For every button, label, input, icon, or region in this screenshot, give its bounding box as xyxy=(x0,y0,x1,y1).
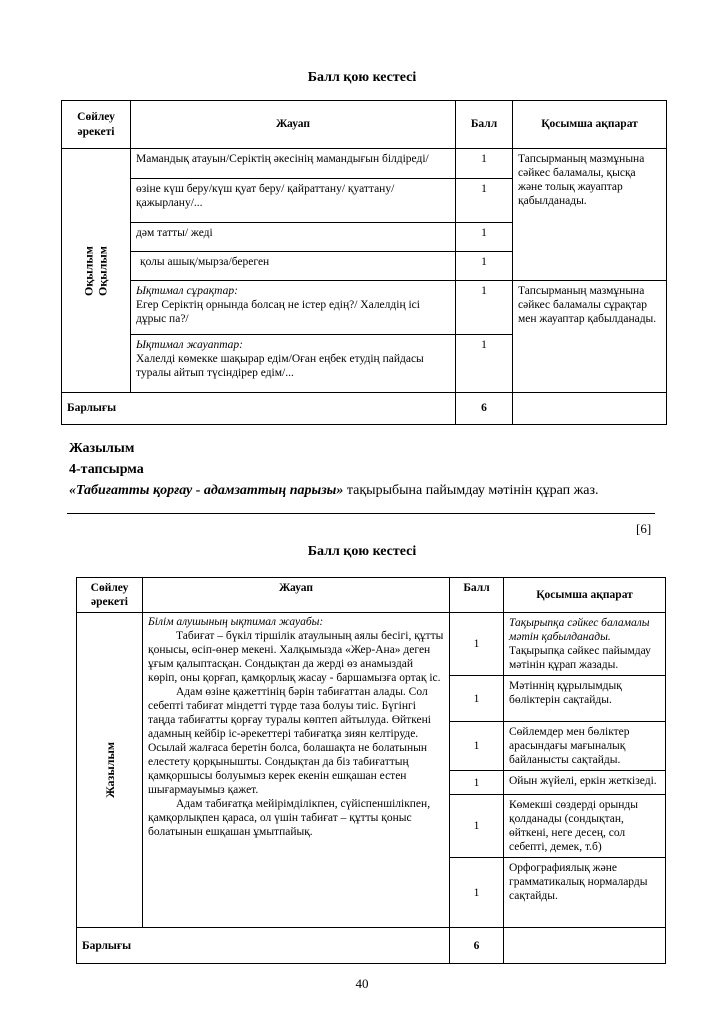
answer-cell xyxy=(131,281,456,335)
task-text xyxy=(69,483,599,499)
task-instruction: тақырыбына пайымдау мәтінін құрап жаз. xyxy=(343,483,599,498)
answer-cell: өзіне күш беру/күш қуат беру/ қайраттану/ қуаттану/ қажырлану/... xyxy=(131,179,456,223)
answer-label: Ықтимал сұрақтар: xyxy=(136,285,238,297)
header-activity: Сөйлеу әрекеті xyxy=(77,578,143,613)
table-row xyxy=(77,613,666,676)
score-cell: 1 xyxy=(450,795,504,858)
info-cell: Ойын жүйелі, еркін жеткізеді. xyxy=(504,771,666,795)
info-cell: Орфографиялық және грамматикалық нормаларды сақтайды. xyxy=(504,858,666,928)
task-topic: «Табиғатты қорғау - адамзаттың парызы» xyxy=(69,483,344,498)
scoring-table-writing xyxy=(76,577,666,964)
total-score: 6 xyxy=(450,928,504,964)
answer-cell: дәм татты/ жеді xyxy=(131,223,456,252)
table2-title: Балл қою кестесі xyxy=(307,544,417,559)
activity-label: Жазылым xyxy=(102,742,117,799)
score-cell: 1 xyxy=(450,613,504,676)
table1-title: Балл қою кестесі xyxy=(307,70,417,85)
total-score: 6 xyxy=(456,393,513,425)
activity-cell xyxy=(77,613,143,928)
answer-paragraph: Адам табиғатқа мейірімділікпен, сүйіспеншілікпен, қамқорлықпен қараса, ол үшін табиғат – құтты қоныс болатынын ешқашан ұмытпайық. xyxy=(148,798,431,839)
info-text: Тақырыпқа сәйкес пайымдау мәтінін құрап жазады. xyxy=(509,645,651,672)
answer-text: Егер Серіктің орнында болсаң не істер едің?/ Халелдің ісі дұрыс па?/ xyxy=(136,299,420,326)
score-cell: 1 xyxy=(450,722,504,771)
info-italic: Тақырыпқа сәйкес баламалы мәтін қабылданады. xyxy=(509,617,650,644)
table-row xyxy=(62,281,667,335)
answer-cell xyxy=(143,613,450,928)
info-cell: Тапсырманың мазмұнына сәйкес баламалы сұрақтар мен жауаптар қабылданады. xyxy=(513,281,667,393)
table2-header-row xyxy=(77,578,666,613)
total-info xyxy=(504,928,666,964)
total-label: Барлығы xyxy=(62,393,456,425)
header-activity: Сөйлеу әрекеті xyxy=(62,101,131,149)
score-cell: 1 xyxy=(456,335,513,393)
section-heading: Жазылым xyxy=(69,441,135,456)
table1-header-row xyxy=(62,101,667,149)
score-cell: 1 xyxy=(456,179,513,223)
scoring-table-reading xyxy=(61,100,667,425)
answer-text: Халелді көмекке шақырар едім/Оған еңбек етудің пайдасы туралы айтып түсіндірер едім/... xyxy=(136,353,424,380)
answer-label: Білім алушының ықтимал жауабы: xyxy=(148,616,324,629)
answer-cell xyxy=(131,335,456,393)
page-number: 40 xyxy=(355,976,369,991)
activity-label: Оқылым xyxy=(81,245,96,296)
table1-total-row xyxy=(62,393,667,425)
score-cell: 1 xyxy=(450,676,504,722)
table2-total-row xyxy=(77,928,666,964)
activity-cell xyxy=(62,149,131,393)
answer-cell: Мамандық атауын/Серіктің әкесінің мамандығын білдіреді/ xyxy=(131,149,456,179)
score-cell: 1 xyxy=(450,858,504,928)
info-cell: Тапсырманың мазмұнына сәйкес баламалы, қысқа және толық жауаптар қабылданады. xyxy=(513,149,667,281)
marks: [6] xyxy=(636,521,652,536)
task-number: 4-тапсырма xyxy=(69,462,144,477)
header-answer: Жауап xyxy=(143,578,450,613)
total-info xyxy=(513,393,667,425)
score-cell: 1 xyxy=(456,223,513,252)
total-label: Барлығы xyxy=(77,928,450,964)
score-cell: 1 xyxy=(450,771,504,795)
info-cell: Көмекші сөздерді орынды қолданады (сондықтан, өйткені, неге десең, сол себепті, демек, т.б) xyxy=(504,795,666,858)
info-cell: Мәтіннің құрылымдық бөліктерін сақтайды. xyxy=(504,676,666,722)
score-cell: 1 xyxy=(456,252,513,281)
header-score: Балл xyxy=(456,101,513,149)
answer-paragraph: Табиғат – бүкіл тіршілік атаулының аялы бесігі, құтты қонысы, өсіп-өнер мекені. Халқымызда «Жер-Ана» деген ұғым қалыптасқан. Сондықтан да жерді өз анамыздай көріп, оны қорғап, қамқорлық жасау - баршамызға ортақ іс. xyxy=(148,630,444,685)
answer-cell: қолы ашық/мырза/береген xyxy=(131,252,456,281)
header-answer: Жауап xyxy=(131,101,456,149)
activity-label: Оқылым xyxy=(96,245,110,296)
header-info: Қосымша ақпарат xyxy=(504,578,666,613)
header-score: Балл xyxy=(450,578,504,613)
answer-line xyxy=(67,513,655,514)
answer-paragraph: Адам өзіне қажеттінің бәрін табиғаттан алады. Сол себепті табиғат міндетті түрде таза болуы тиіс. Бүгінгі таңда табиғатты қорғау туралы көптеп айтылуда. Өйткені адамның кейбір іс-әрекеттері табиғатқа зиян келтіруде. Осылай жалғаса беретін болса, болашақта не болатынын елестету қорқынышты. Сондықтан да біз табиғаттың қамқоршысы болуымыз керек екенін ешқашан естен шығармауымыз қажет. xyxy=(148,686,431,797)
score-cell: 1 xyxy=(456,149,513,179)
table-row xyxy=(62,149,667,179)
score-cell: 1 xyxy=(456,281,513,335)
answer-label: Ықтимал жауаптар: xyxy=(136,339,243,351)
info-cell xyxy=(504,613,666,676)
header-info: Қосымша ақпарат xyxy=(513,101,667,149)
info-cell: Сөйлемдер мен бөліктер арасындағы мағыналық байланысты сақтайды. xyxy=(504,722,666,771)
